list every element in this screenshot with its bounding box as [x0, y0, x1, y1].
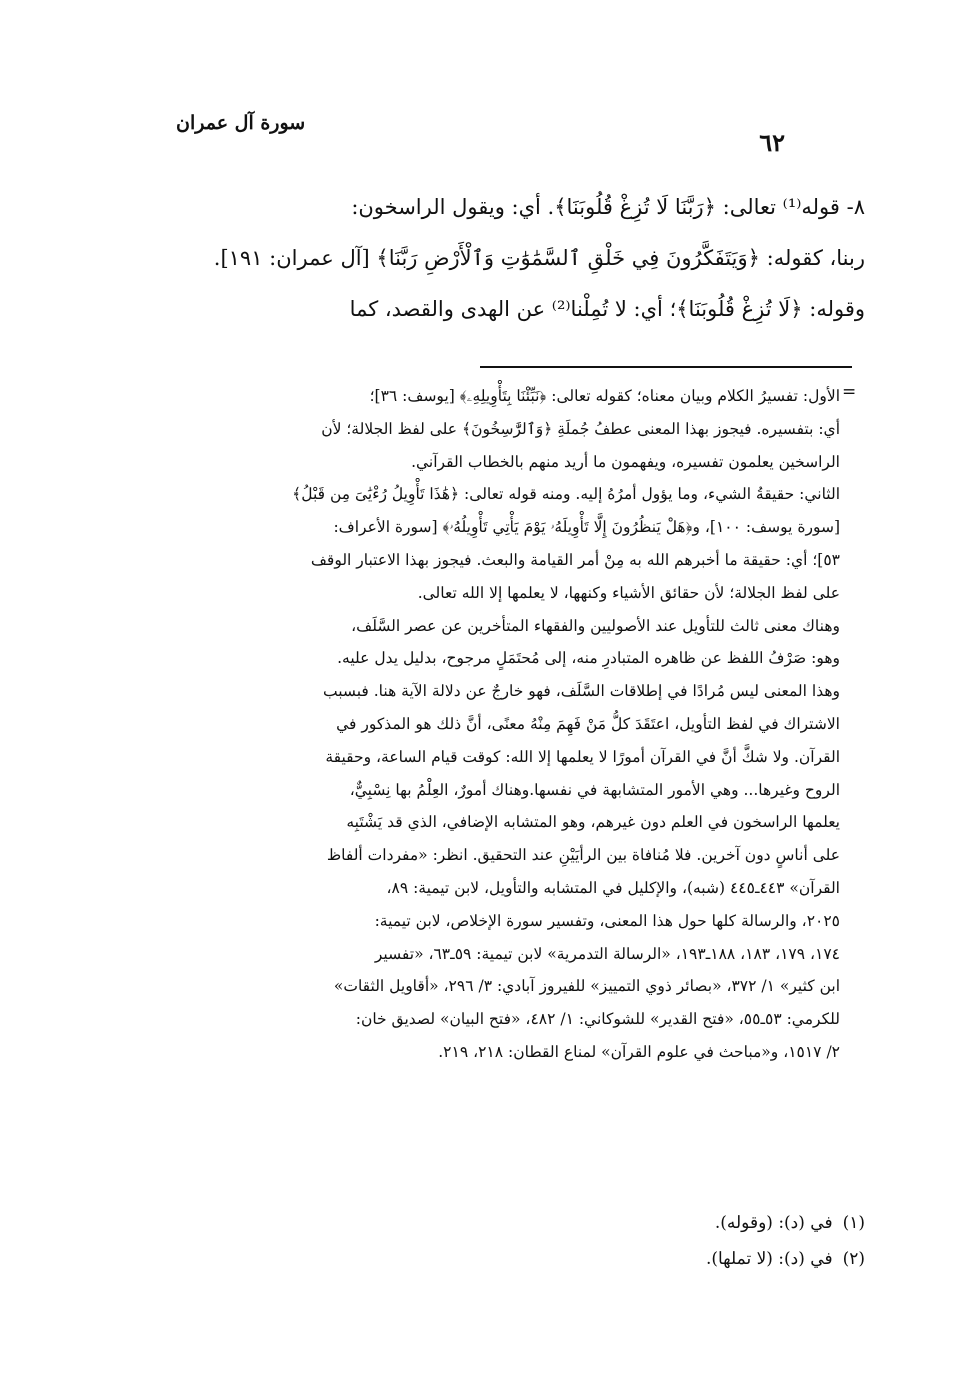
footnote-line: الثاني: حقيقةُ الشيء، وما يؤول أمرُهُ إليه. ومنه قوله تعالى: ﴿هَٰذَا تَأْوِيلُ رُءْيَٰىَ مِن قَبْلُ﴾ [292, 485, 840, 504]
footnote-line: الروح وغيرها... وهي الأمور المتشابهة في نفسها.وهناك أمورٌ، العِلْمُ بها نِسْبِيٌّ، [349, 780, 840, 799]
footnote-line: القرآن. ولا شكَّ أنَّ في القرآن أمورًا لا يعلمها إلا الله: كوقت قيام الساعة، وحقيقة [325, 747, 840, 766]
footnote-line: [سورة يوسف: ١٠٠]، و﴿هَلْ يَنظُرُونَ إِلَّا تَأْوِيلَهُۥ يَوْمَ يَأْتِي تَأْوِيلُهُۥ﴾ [سورة الأعراف: [333, 518, 840, 537]
footnote-separator [480, 366, 852, 368]
footnote-continuation [110, 380, 840, 1069]
footnote-line: يعلمها الراسخون في العلم دون غيرهم، وهو المتشابه الإضافي، الذي قد يَشْتَبِه [346, 813, 840, 832]
footnote-line: وهذا المعنى ليس مُرادًا في إطلاقات السَّلَف، فهو خارجٌ عن دلالة الآية هنا. فبسبب [323, 682, 840, 701]
footnote-line: أي: بتفسيره. فيجوز بهذا المعنى عطفُ جُملَةِ ﴿وَٱلرَّٰسِخُونَ﴾ على لفظ الجلالة؛ لأن [321, 419, 840, 438]
main-line: ربنا، كقوله: ﴿وَيَتَفَكَّرُونَ فِي خَلْقِ ٱلسَّمَٰوَٰتِ وَٱلْأَرْضِ رَبَّنَا﴾ [آل عمران: ١٩١]. [213, 246, 865, 270]
footnote-line: على لفظ الجلالة؛ لأن حقائق الأشياء وكنهها، لا يعلمها إلا الله تعالى. [417, 583, 840, 602]
footnote-line: ١٧٤، ١٧٩، ١٨٣، ١٨٨ـ١٩٣، «الرسالة التدمرية» لابن تيمية: ٥٩ـ٦٣، «تفسير [374, 944, 840, 963]
footnote-line: ابن كثير» ١/ ٣٧٢، «بصائر ذوي التمييز» للفيروز آبادي: ٣/ ٢٩٦، «أقاويل الثقات» [333, 977, 840, 996]
footnote [110, 1241, 865, 1277]
main-line: ٨- قوله⁽¹⁾ تعالى: ﴿رَبَّنَا لَا تُزِغْ قُلُوبَنَا﴾. أي: ويقول الراسخون: [351, 195, 865, 219]
footnote-text: في (د): (وقوله). [714, 1213, 833, 1233]
footnotes [110, 1205, 865, 1277]
footnote-line: الراسخين يعلمون تفسيره، ويفهمون ما أريد منهم بالخطاب القرآني. [411, 452, 840, 471]
footnote-line: وهو: صَرْفُ اللفظ عن ظاهره المتبادرِ منه، إلى مُحتَمَلٍ مرجوح، بدليل يدل عليه. [337, 649, 840, 668]
footnote-line: الأول: تفسيرُ الكلام وبيان معناه؛ كقوله تعالى: ﴿نَبِّئْنَا بِتَأْوِيلِهِۦ﴾ [يوسف: ٣٦]؛ [369, 387, 840, 405]
footnote-number: (١) [842, 1213, 865, 1233]
footnote-line: القرآن» ٤٤٣ـ٤٤٥ (شبه)، والإكليل في المتشابه والتأويل، لابن تيمية: ٨٩، [386, 878, 840, 897]
continuation-marker: = [842, 382, 857, 402]
footnote-line: ٥٣]؛ أي: حقيقة ما أخبرهم الله به مِنْ أمر القيامة والبعث. فيجوز بهذا الاعتبار الوقف [310, 550, 840, 569]
footnote-line: للكرمي: ٥٣ـ٥٥، «فتح القدير» للشوكاني: ١/ ٤٨٢، «فتح البيان» لصديق خان: [355, 1010, 840, 1029]
footnote-line: الاشتراك في لفظ التأويل، اعتَقَدَ كلُّ مَنْ فَهِمَ مِنْهُ معنًى، أنَّ ذلك هو المذكور في [336, 714, 840, 733]
footnote [110, 1205, 865, 1241]
main-text [110, 182, 865, 335]
footnote-line: ٢٠٢٥، والرسالة كلها حول هذا المعنى، وتفسير سورة الإخلاص، لابن تيمية: [374, 911, 840, 930]
footnote-number: (٢) [842, 1249, 865, 1269]
footnote-text: في (د): (لا تملها). [705, 1249, 833, 1269]
page-number: ٦٢ [759, 128, 785, 157]
footnote-line: على أناسٍ دون آخرين. فلا مُنافاة بين الرأيَيْنِ عند التحقيق. انظر: «مفردات ألفاظ [326, 846, 840, 865]
running-header-title: سورة آل عمران [176, 112, 306, 134]
footnote-line: ٢/ ١٥١٧، و«مباحث في علوم القرآن» لمناع القطان: ٢١٨، ٢١٩. [438, 1042, 840, 1061]
main-line: وقوله: ﴿لَا تُزِغْ قُلُوبَنَا﴾؛ أي: لا تُمِلْنا⁽²⁾ عن الهدى والقصد، كما [349, 297, 865, 321]
footnote-line: وهناك معنى ثالث للتأويل عند الأصوليين والفقهاء المتأخرين عن عصر السَّلَف، [351, 616, 840, 635]
